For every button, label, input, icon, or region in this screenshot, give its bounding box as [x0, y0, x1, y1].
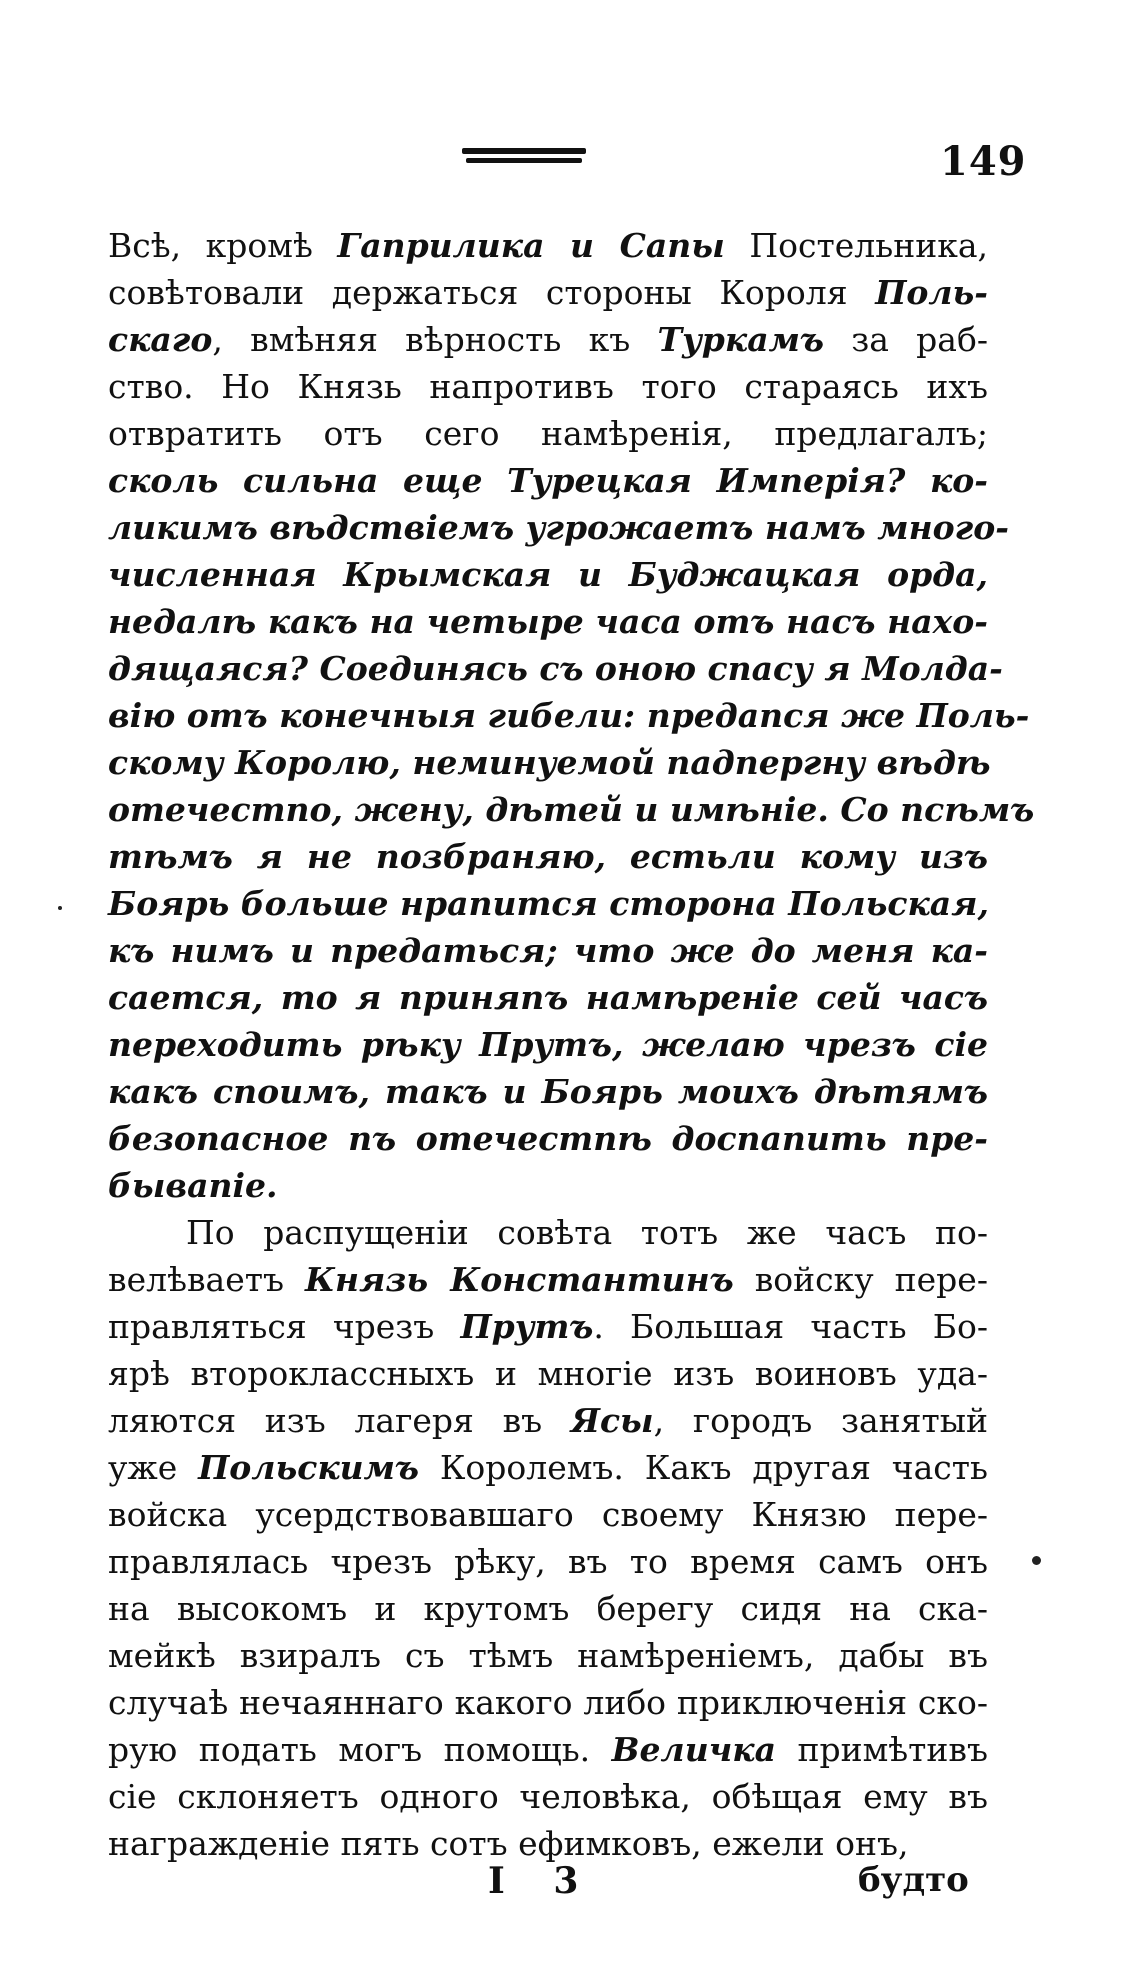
- text-run: награжденіе пять сотъ ефимковъ, ежели онъ,: [108, 1824, 909, 1863]
- text-run: ярѣ второклассныхъ и многіе изъ воиновъ уда-: [108, 1354, 988, 1393]
- text-run: ляются изъ лагеря въ: [108, 1401, 571, 1440]
- text-run: , городъ занятый: [653, 1401, 989, 1440]
- italic-text: Князь Константинъ: [305, 1260, 734, 1299]
- text-line: [108, 1726, 988, 1773]
- italic-text: какъ споимъ, такъ и Боярь моихъ дѣтямъ: [108, 1072, 988, 1111]
- paragraph-2: [108, 1209, 988, 1867]
- text-run: велѣваетъ: [108, 1260, 306, 1299]
- italic-text: дящаяся? Соединясь съ оною спасу я Молда-: [108, 649, 1003, 688]
- italic-text: къ нимъ и предаться; что же до меня ка-: [108, 931, 988, 970]
- text-run: случаѣ нечаяннаго какого либо приключенія ско-: [108, 1683, 988, 1722]
- italic-text: Величка: [611, 1730, 776, 1769]
- text-run: Королемъ. Какъ другая часть: [419, 1448, 988, 1487]
- text-line: [108, 1021, 988, 1068]
- text-run: мейкѣ взиралъ съ тѣмъ намѣреніемъ, дабы въ: [108, 1636, 988, 1675]
- italic-text: Поль-: [875, 273, 988, 312]
- text-run: Постельника,: [724, 226, 988, 265]
- text-line: [108, 1773, 988, 1820]
- text-line: [108, 833, 988, 880]
- italic-text: Ясы: [570, 1401, 654, 1440]
- italic-text: безопасное пъ отечестпѣ доспапить пре-: [108, 1119, 988, 1158]
- text-line: [108, 363, 988, 410]
- header-ornament-rule: [462, 148, 586, 166]
- italic-text: Польскимъ: [198, 1448, 420, 1487]
- text-line: [108, 974, 988, 1021]
- text-line: [108, 739, 991, 786]
- text-line: [108, 504, 1009, 551]
- italic-text: Гаприлика и Сапы: [337, 226, 725, 265]
- page-number: 149: [940, 138, 1027, 185]
- italic-text: Прутъ: [460, 1307, 594, 1346]
- text-run: совѣтовали держаться стороны Короля: [108, 273, 876, 312]
- italic-text: сается, то я приняпъ намѣреніе сей часъ: [108, 978, 988, 1017]
- text-line: [108, 1303, 988, 1350]
- italic-text: Боярь больше нрапится сторона Польская,: [108, 884, 989, 923]
- text-run: правляться чрезъ: [108, 1307, 461, 1346]
- italic-text: Туркамъ: [657, 320, 824, 359]
- ink-speck: [1032, 1556, 1041, 1565]
- text-run: правлялась чрезъ рѣку, въ то время самъ онъ: [108, 1542, 988, 1581]
- text-line: [108, 410, 988, 457]
- text-line: [108, 1350, 988, 1397]
- text-line: [108, 269, 988, 316]
- italic-text: вію отъ конечныя гибели: предапся же Поль-: [108, 696, 1030, 735]
- text-run: . Большая часть Бо-: [593, 1307, 988, 1346]
- text-line: [108, 316, 988, 363]
- italic-text: переходить рѣку Прутъ, желаю чрезъ сіе: [108, 1025, 988, 1064]
- italic-text: ликимъ вѣдствіемъ угрожаетъ намъ много-: [108, 508, 1009, 547]
- text-line: [108, 880, 988, 927]
- text-line: [108, 927, 988, 974]
- text-run: отвратить отъ сего намѣренія, предлагалъ;: [108, 414, 988, 453]
- catchword: будто: [858, 1860, 969, 1900]
- body-text: [108, 222, 1035, 1867]
- text-line: [108, 1162, 988, 1209]
- text-run: за раб-: [823, 320, 988, 359]
- text-run: рую подать могъ помощь.: [108, 1730, 612, 1769]
- text-run: Всѣ, кромѣ: [108, 226, 338, 265]
- text-run: примѣтивъ: [776, 1730, 988, 1769]
- text-line: [108, 1209, 988, 1256]
- text-line: [108, 551, 988, 598]
- text-line: [108, 457, 988, 504]
- text-run: ство. Но Князь напротивъ того стараясь ихъ: [108, 367, 988, 406]
- text-run: войска усердствовавшаго своему Князю пере-: [108, 1495, 988, 1534]
- text-line: [108, 1585, 988, 1632]
- signature-mark: I 3: [488, 1860, 597, 1902]
- italic-text: сколь сильна еще Турецкая Имперія? ко-: [108, 461, 988, 500]
- paragraph-1: [108, 222, 1035, 1209]
- ink-speck: [58, 906, 62, 910]
- text-line: [108, 1679, 988, 1726]
- text-line: [108, 786, 1035, 833]
- text-line: [108, 645, 1003, 692]
- italic-text: бывапіе.: [108, 1166, 278, 1205]
- text-line: [108, 1444, 988, 1491]
- text-line: [108, 1397, 988, 1444]
- text-line: [108, 1068, 988, 1115]
- text-run: , вмѣняя вѣрность къ: [212, 320, 658, 359]
- text-line: [108, 1632, 988, 1679]
- italic-text: отечестпо, жену, дѣтей и имѣніе. Со псѣмъ: [108, 790, 1035, 829]
- text-run: уже: [108, 1448, 199, 1487]
- text-line: [108, 692, 1030, 739]
- italic-text: тѣмъ я не позбраняю, естьли кому изъ: [108, 837, 988, 876]
- text-run: сіе склоняетъ одного человѣка, обѣщая ему въ: [108, 1777, 988, 1816]
- italic-text: численная Крымская и Буджацкая орда,: [108, 555, 988, 594]
- text-run: на высокомъ и крутомъ берегу сидя на ска-: [108, 1589, 988, 1628]
- text-line: [108, 1256, 988, 1303]
- italic-text: недалѣ какъ на четыре часа отъ насъ нахо-: [108, 602, 988, 641]
- text-line: [108, 1491, 988, 1538]
- italic-text: скаго: [108, 320, 213, 359]
- text-run: По распущеніи совѣта тотъ же часъ по-: [186, 1213, 988, 1252]
- text-run: войску пере-: [733, 1260, 988, 1299]
- text-line: [108, 598, 988, 645]
- italic-text: скому Королю, неминуемой падпергну вѣдѣ: [108, 743, 991, 782]
- text-line: [108, 1115, 988, 1162]
- text-line: [108, 1538, 988, 1585]
- text-line: [108, 222, 988, 269]
